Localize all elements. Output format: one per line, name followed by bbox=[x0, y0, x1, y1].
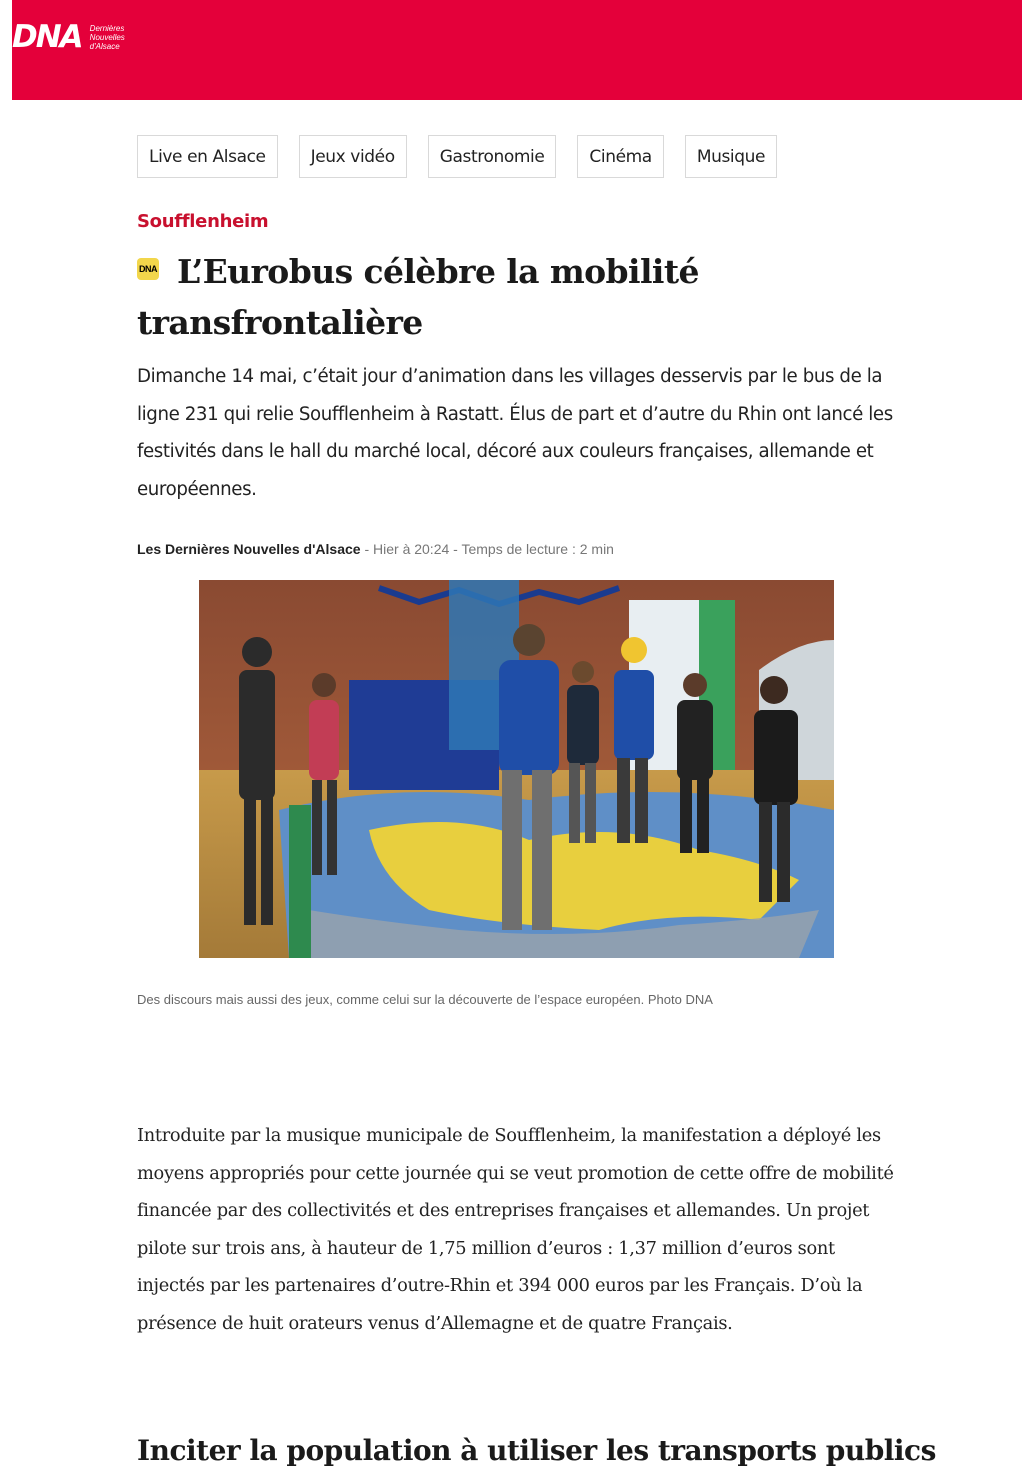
logo-mark: DNA bbox=[12, 19, 82, 55]
article-photo[interactable] bbox=[199, 580, 834, 958]
tag-musique[interactable]: Musique bbox=[685, 135, 777, 178]
photo-image-icon bbox=[199, 580, 834, 958]
article-lead: Dimanche 14 mai, c’était jour d’animation dans les villages desservis par le bus de la ligne 231 qui relie Soufflenheim à Rastatt. Élus de part et d’autre du Rhin ont lancé les festivités dans le hall du marché local, décoré aux couleurs françaises, allemande et européennes. bbox=[137, 366, 893, 500]
logo-subtitle-line: Nouvelles bbox=[89, 33, 125, 42]
logo-subtitle-line: Dernières bbox=[89, 24, 125, 33]
article-byline bbox=[137, 541, 614, 557]
article-body-paragraph: Introduite par la musique municipale de Soufflenheim, la manifestation a déployé les moyens appropriés pour cette journée qui se veut promotion de cette offre de mobilité financée par des collectivités et des entreprises françaises et allemandes. Un projet pilote sur trois ans, à hauteur de 1,75 million d’euros : 1,37 million d’euros sont injectés par les partenaires d’outre-Rhin et 394 000 euros par les Français. D’où la présence de huit orateurs venus d’Allemagne et de quatre Français. bbox=[137, 1125, 894, 1334]
article-title-text: L’Eurobus célèbre la mobilité transfrontalière bbox=[137, 252, 699, 342]
tag-live-en-alsace[interactable]: Live en Alsace bbox=[137, 135, 278, 178]
byline-source[interactable]: Les Dernières Nouvelles d'Alsace bbox=[137, 541, 361, 557]
dna-logo[interactable] bbox=[12, 19, 150, 55]
article-subheading: Inciter la population à utiliser les transports publics bbox=[137, 1434, 936, 1467]
site-header bbox=[12, 0, 1022, 100]
byline-meta: - Hier à 20:24 - Temps de lecture : 2 min bbox=[360, 541, 614, 557]
logo-subtitle bbox=[90, 24, 150, 51]
article-title bbox=[137, 246, 897, 348]
dna-badge-icon: DNA bbox=[137, 258, 159, 280]
photo-caption: Des discours mais aussi des jeux, comme celui sur la découverte de l’espace européen. Photo DNA bbox=[137, 992, 713, 1007]
topic-tags bbox=[137, 135, 777, 178]
tag-jeux-video[interactable]: Jeux vidéo bbox=[299, 135, 407, 178]
tag-gastronomie[interactable]: Gastronomie bbox=[428, 135, 557, 178]
logo-subtitle-line: d'Alsace bbox=[89, 42, 120, 51]
article-kicker[interactable]: Soufflenheim bbox=[137, 211, 269, 232]
tag-cinema[interactable]: Cinéma bbox=[577, 135, 663, 178]
